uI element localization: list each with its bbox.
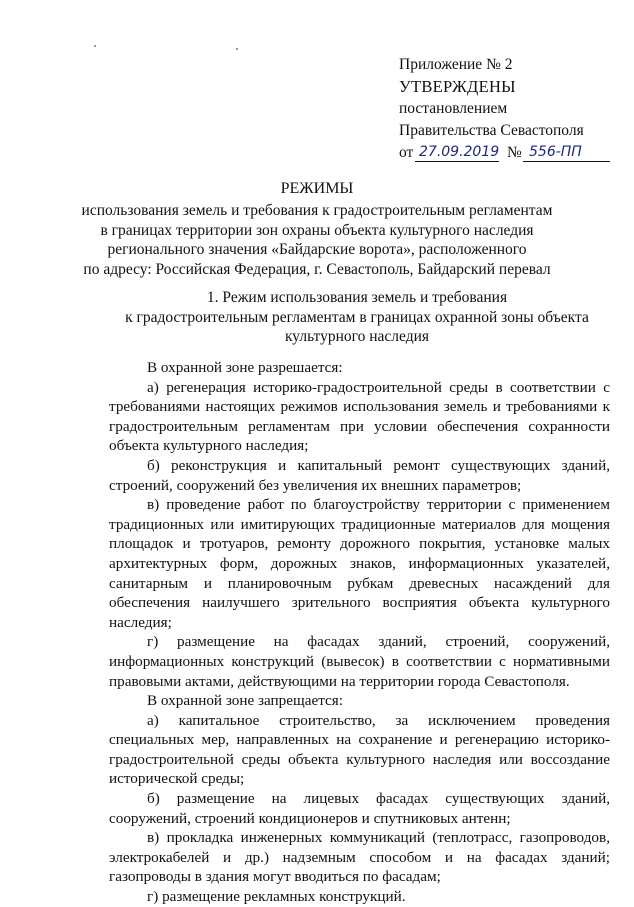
section-title-line: 1. Режим использования земель и требования — [206, 289, 508, 306]
subtitle-line: в границах территории зон охраны объекта культурного наследия — [100, 221, 534, 239]
list-item: а) капитальное строительство, за исключением проведения специальных мер, направленных на сохранение и регенерацию историко-градостроительной среды объекта культурного наследия или воссоздание исторической среды; — [109, 711, 610, 788]
section-title-line: культурного наследия — [284, 328, 430, 345]
list-item: г) размещение на фасадах зданий, строений, сооружений, информационных конструкций (вывесок) в соответствии с нормативными правовыми актами, действующими на территории города Севастополя. — [109, 633, 610, 690]
section-body — [109, 358, 610, 907]
subtitle-line: регионального значения «Байдарские ворота», расположенного — [107, 241, 527, 258]
document-subtitle — [0, 201, 634, 279]
document-title: РЕЖИМЫ — [280, 180, 354, 197]
subtitle-line: использования земель и требования к градостроительным регламентам — [81, 202, 553, 219]
section-title — [40, 288, 634, 347]
government-label: Правительства Севастополя — [399, 122, 584, 139]
prohibited-intro: В охранной зоне запрещается: — [147, 692, 343, 710]
approval-block — [399, 54, 619, 164]
list-item: г) размещение рекламных конструкций. — [147, 888, 406, 906]
list-item: б) реконструкция и капитальный ремонт существующих зданий, строений, сооружений без увеличения их внешних параметров; — [109, 456, 610, 494]
date-prefix: от — [399, 144, 414, 161]
list-item: б) размещение на лицевых фасадах существующих зданий, сооружений, строений кондиционеров и спутниковых антенн; — [109, 790, 610, 827]
scan-speck — [236, 48, 238, 50]
section-title-line: к градостроительным регламентам в границах охранной зоны объекта — [125, 308, 589, 326]
list-item: в) прокладка инженерных коммуникаций (теплотрасс, газопроводов, электрокабелей и др.) надземным способом и на фасадах зданий; газопроводы в здания могут вводиться по фасадам; — [109, 829, 610, 886]
approved-label: УТВЕРЖДЕНЫ — [399, 77, 516, 96]
appendix-number: Приложение № 2 — [399, 56, 513, 73]
subtitle-line: по адресу: Российская Федерация, г. Севастополь, Байдарский перевал — [83, 260, 551, 278]
list-item: а) регенерация историко-градостроительной среды в соответствии с требованиями настоящих режимов использования земель и требованиями к градостроительным регламентам при условии обеспечения сохранности объекта культурного наследия; — [109, 378, 610, 455]
list-item: в) проведение работ по благоустройству территории с применением традиционных или имитирующих традиционные материалов для мощения площадок и тротуаров, ремонту дорожного покрытия, установке малых архитектурных форм, дорожных знаков, информационных указателей, санитарным и планировочным рубкам древесных насаждений для обеспечения наилучшего зрительного восприятия объекта культурного наследия; — [109, 496, 610, 631]
handwritten-number: 556-ПП — [529, 144, 582, 160]
number-prefix: № — [507, 144, 522, 161]
handwritten-date: 27.09.2019 — [419, 144, 500, 160]
resolution-label: постановлением — [399, 100, 508, 117]
permitted-intro: В охранной зоне разрешается: — [147, 359, 343, 376]
scan-speck — [94, 45, 96, 47]
date-number-line — [399, 142, 619, 164]
